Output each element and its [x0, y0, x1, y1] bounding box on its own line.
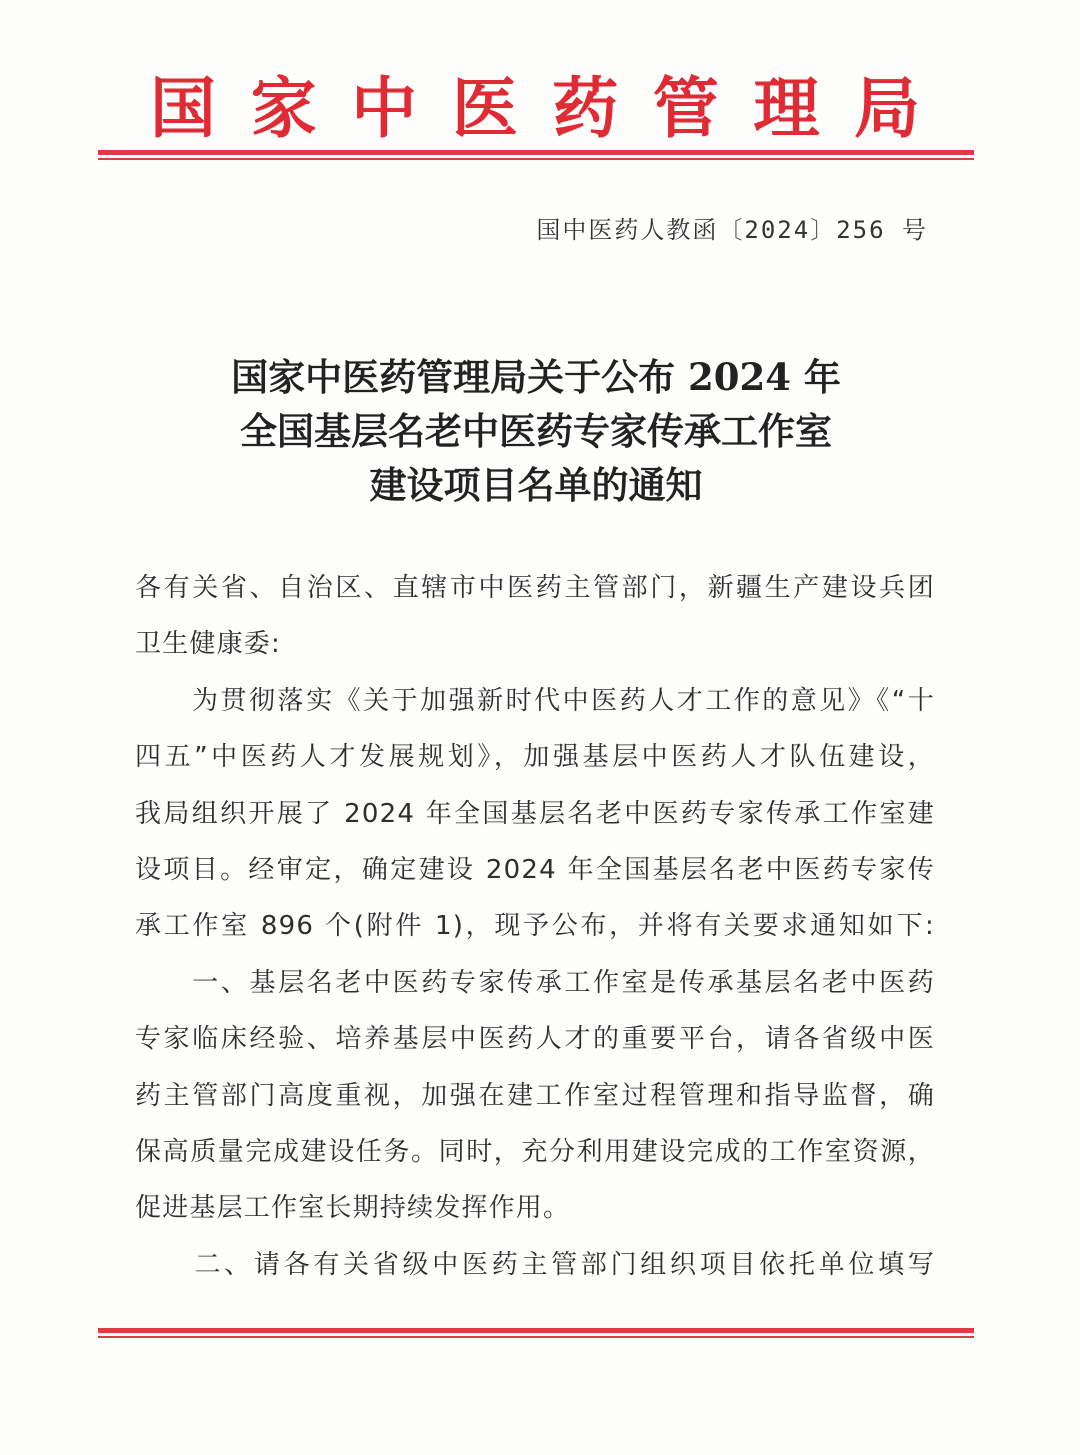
masthead-char: 局 [853, 69, 920, 147]
body-line: 为贯彻落实《关于加强新时代中医药人才工作的意见》《“十 [135, 685, 935, 716]
body-line: 我局组织开展了 2024 年全国基层名老中医药专家传承工作室建 [135, 798, 935, 829]
body-line: 四五”中医药人才发展规划》，加强基层中医药人才队伍建设， [135, 742, 935, 773]
body-line: 设项目。经审定，确定建设 2024 年全国基层名老中医药专家传 [135, 854, 935, 885]
title-line: 建设项目名单的通知 [369, 463, 703, 507]
masthead-char: 家 [250, 69, 317, 147]
body-line: 保高质量完成建设任务。同时，充分利用建设完成的工作室资源， [135, 1136, 935, 1167]
masthead-char: 中 [351, 69, 418, 147]
masthead-title [150, 66, 920, 150]
masthead-char: 药 [552, 69, 619, 147]
notice-title [98, 350, 974, 512]
body-line: 促进基层工作室长期持续发挥作用。 [135, 1193, 571, 1224]
body-line: 药主管部门高度重视，加强在建工作室过程管理和指导监督，确 [135, 1080, 935, 1111]
masthead-char: 医 [451, 69, 518, 147]
footer-red-rule [98, 1328, 974, 1338]
header-red-rule [98, 150, 974, 160]
title-line: 全国基层名老中医药专家传承工作室 [240, 409, 832, 453]
body-line: 专家临床经验、培养基层中医药人才的重要平台，请各省级中医 [135, 1024, 935, 1055]
body-line: 各有关省、自治区、直辖市中医药主管部门，新疆生产建设兵团 [135, 573, 935, 603]
body-line: 卫生健康委: [135, 629, 281, 660]
body-line: 一、基层名老中医药专家传承工作室是传承基层名老中医药 [135, 967, 935, 998]
notice-body [135, 560, 935, 1293]
masthead-char: 管 [652, 69, 719, 147]
body-line: 承工作室 896 个(附件 1)，现予公布，并将有关要求通知如下: [135, 911, 935, 942]
masthead-char: 国 [150, 69, 216, 147]
body-line: 二、请各有关省级中医药主管部门组织项目依托单位填写 [135, 1249, 935, 1280]
masthead-char: 理 [753, 69, 820, 147]
document-number: 国中医药人教函〔2024〕256 号 [536, 216, 928, 244]
title-line: 国家中医药管理局关于公布 2024 年 [231, 355, 841, 399]
